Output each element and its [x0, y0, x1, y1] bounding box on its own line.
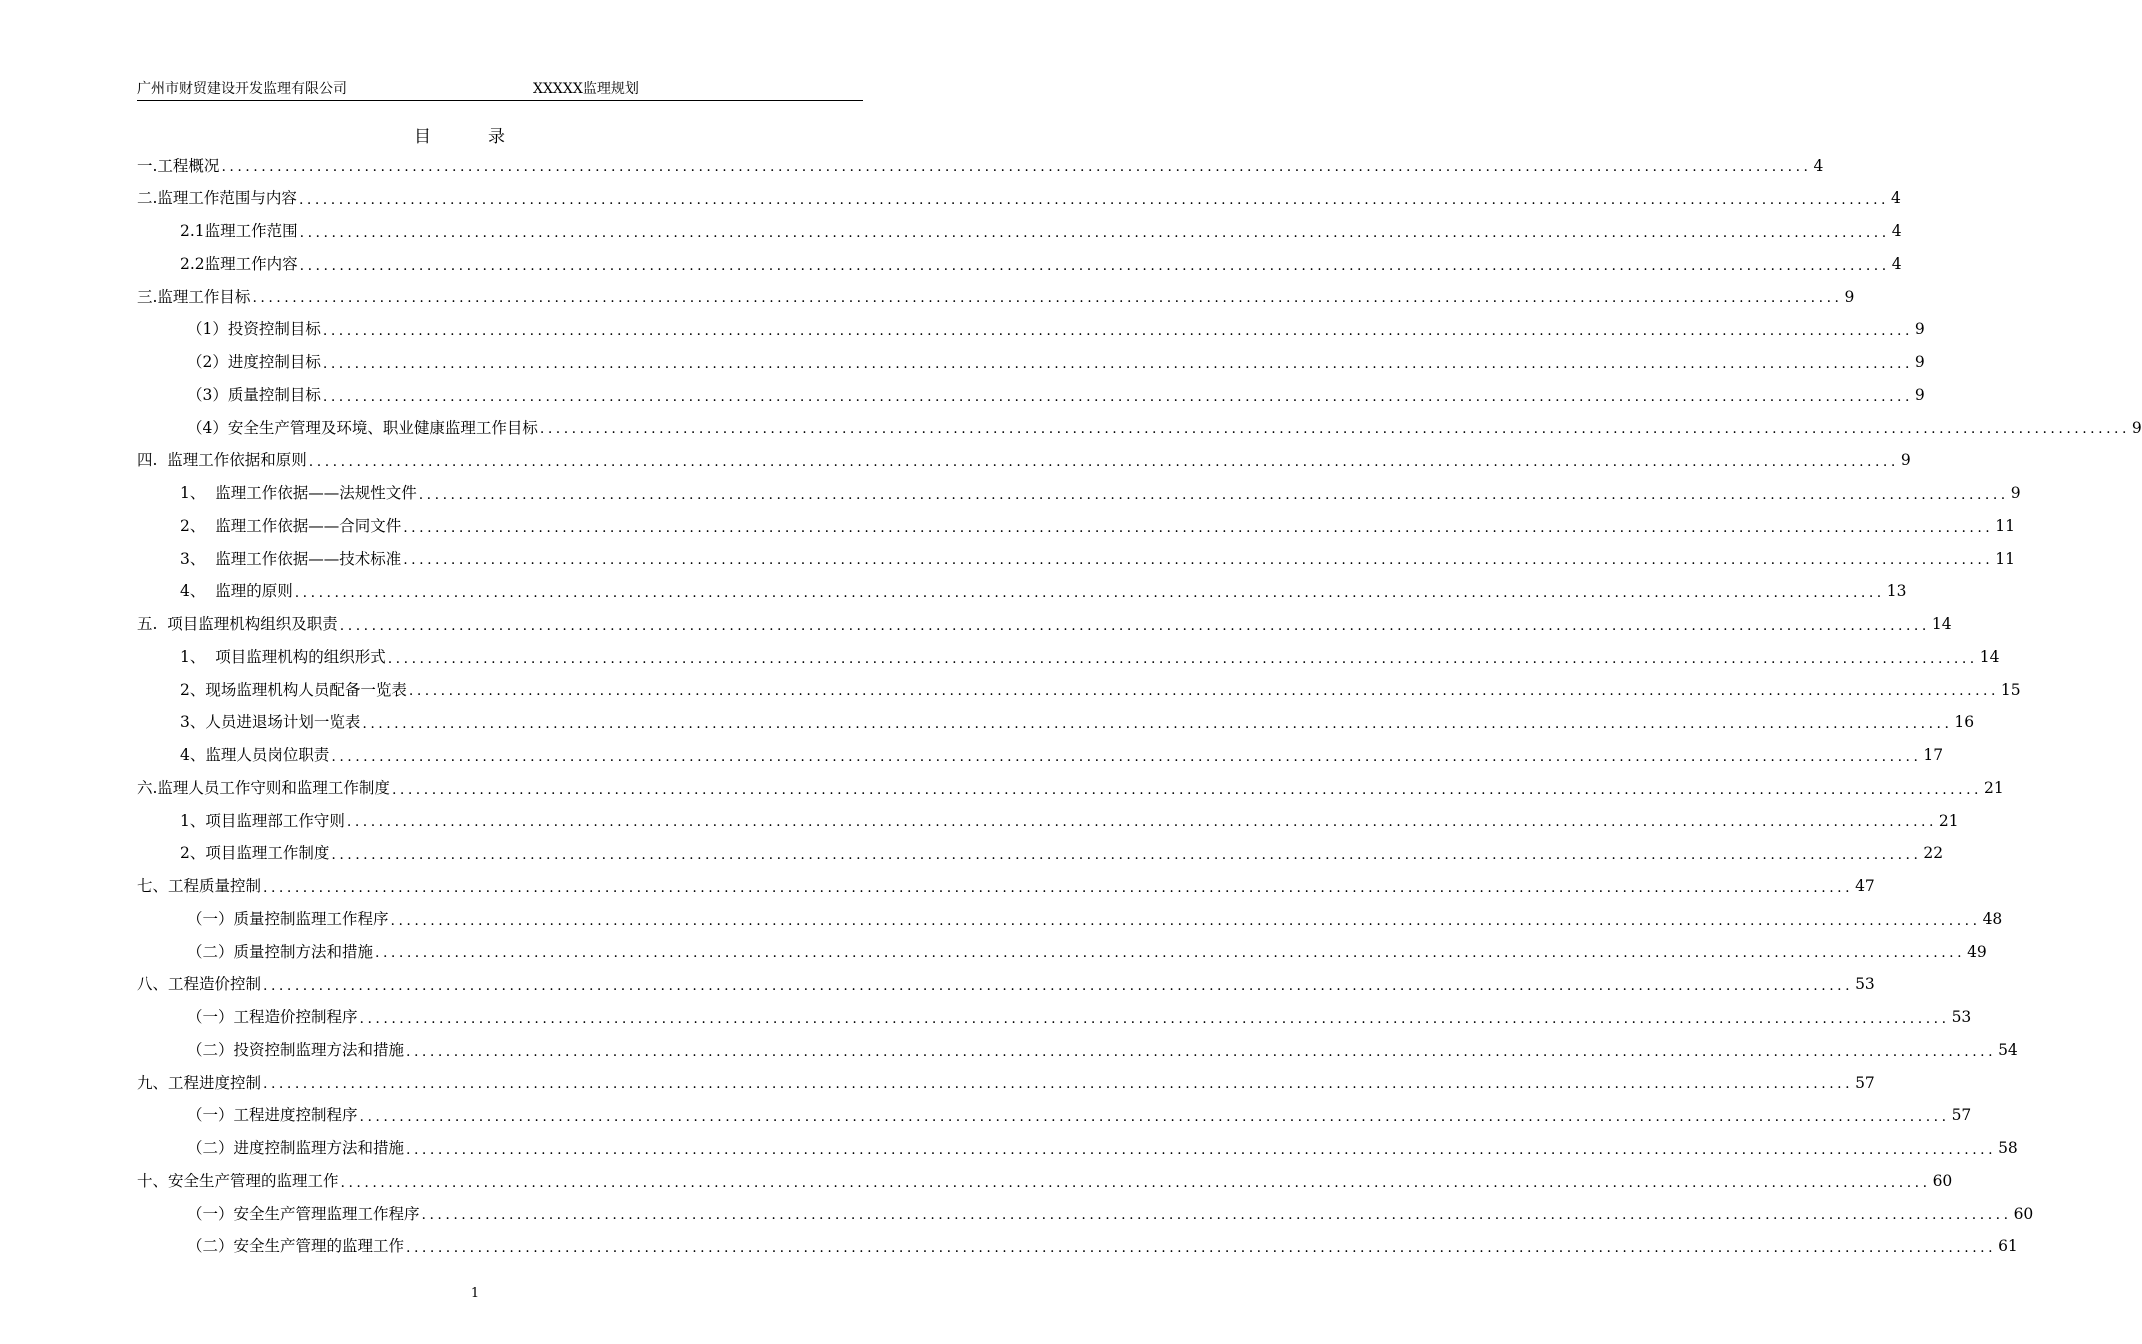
toc-entry[interactable]	[137, 150, 1824, 183]
toc-entry[interactable]	[137, 871, 1875, 904]
toc-entry-page: 48	[1982, 909, 2003, 928]
document-title: XXXXX监理规划	[533, 81, 639, 97]
toc-entry[interactable]	[137, 609, 1952, 642]
toc-entry-page: 21	[1983, 778, 2004, 797]
toc-entry-page: 49	[1967, 942, 1987, 961]
dot-leader: ........................................................................................................................................................................................................	[299, 224, 1890, 241]
toc-entry-label: 2.1监理工作范围	[180, 222, 298, 241]
toc-entry-page: 15	[2000, 680, 2021, 699]
toc-entry[interactable]	[137, 1067, 1875, 1100]
dot-leader: ........................................................................................................................................................................................................	[331, 847, 1922, 864]
dot-leader: ........................................................................................................................................................................................................	[406, 1043, 1997, 1060]
toc-entry-label: 四. 监理工作依据和原则	[137, 451, 307, 470]
toc-entry-label: 六.监理人员工作守则和监理工作制度	[137, 778, 390, 797]
dot-leader: ........................................................................................................................................................................................................	[346, 814, 1937, 831]
toc-entry-label: （4）安全生产管理及环境、职业健康监理工作目标	[187, 418, 538, 437]
toc-entry[interactable]	[137, 1198, 2034, 1231]
toc-entry[interactable]	[137, 772, 2004, 805]
toc-entry-page: 60	[1932, 1171, 1953, 1190]
toc-entry-label: 3、 监理工作依据——技术标准	[180, 549, 402, 568]
toc-entry-label: （二）安全生产管理的监理工作	[187, 1237, 405, 1256]
toc-entry-page: 57	[1855, 1073, 1875, 1092]
toc-entry-page: 53	[1855, 975, 1875, 994]
dot-leader: ........................................................................................................................................................................................................	[339, 617, 1930, 634]
dot-leader: ........................................................................................................................................................................................................	[375, 945, 1966, 962]
toc-entry[interactable]	[137, 183, 1901, 216]
toc-entry-label: （1）投资控制目标	[187, 320, 321, 339]
toc-entry-label: （一）工程进度控制程序	[187, 1106, 358, 1125]
toc-entry-page: 9	[1914, 353, 1925, 372]
dot-leader: ........................................................................................................................................................................................................	[359, 1010, 1950, 1027]
toc-entry-label: （二）进度控制监理方法和措施	[187, 1139, 405, 1158]
dot-leader: ........................................................................................................................................................................................................	[263, 1076, 1854, 1093]
dot-leader: ........................................................................................................................................................................................................	[390, 912, 1981, 929]
toc-entry-page: 4	[1813, 156, 1824, 175]
dot-leader: ........................................................................................................................................................................................................	[322, 388, 1913, 405]
toc-entry[interactable]	[137, 478, 2021, 511]
dot-leader: ........................................................................................................................................................................................................	[406, 1141, 1997, 1158]
toc-entry-label: 八、工程造价控制	[137, 975, 262, 994]
toc-entry[interactable]	[137, 281, 1855, 314]
toc-entry[interactable]	[137, 1165, 1953, 1198]
toc-entry-label: 一.工程概况	[137, 156, 220, 175]
toc-entry[interactable]	[137, 314, 1925, 347]
toc-entry[interactable]	[137, 216, 1902, 249]
toc-entry-page: 9	[1914, 320, 1925, 339]
toc-entry-page: 53	[1951, 1008, 1972, 1027]
toc-entry-label: 2、 监理工作依据——合同文件	[180, 516, 402, 535]
toc-entry-page: 4	[1890, 189, 1901, 208]
dot-leader: ........................................................................................................................................................................................................	[403, 552, 1994, 569]
toc-entry-page: 11	[1995, 516, 2015, 535]
toc-entry-label: （一）质量控制监理工作程序	[187, 909, 389, 928]
dot-leader: ........................................................................................................................................................................................................	[362, 716, 1953, 733]
dot-leader: ........................................................................................................................................................................................................	[391, 781, 1982, 798]
toc-entry[interactable]	[137, 936, 1987, 969]
toc-entry-label: （一）安全生产管理监理工作程序	[187, 1204, 420, 1223]
toc-entry-label: 1、项目监理部工作守则	[180, 811, 345, 830]
toc-entry-label: 4、 监理的原则	[180, 582, 293, 601]
toc-entry-page: 17	[1923, 746, 1944, 765]
toc-entry-page: 16	[1954, 713, 1975, 732]
toc-entry-page: 57	[1951, 1106, 1972, 1125]
toc-entry-page: 11	[1995, 549, 2015, 568]
toc-entry-label: （2）进度控制目标	[187, 353, 321, 372]
toc-entry[interactable]	[137, 248, 1902, 281]
toc-entry-label: （一）工程造价控制程序	[187, 1008, 358, 1027]
toc-entry-page: 58	[1998, 1139, 2018, 1158]
dot-leader: ........................................................................................................................................................................................................	[322, 323, 1913, 340]
dot-leader: ........................................................................................................................................................................................................	[408, 683, 1999, 700]
toc-entry[interactable]	[137, 576, 1907, 609]
toc-entry-label: 十、安全生产管理的监理工作	[137, 1171, 339, 1190]
toc-heading-char-1: 目	[414, 127, 431, 147]
page-number: 1	[470, 1286, 480, 1301]
toc-entry-label: 七、工程质量控制	[137, 877, 262, 896]
dot-leader: ........................................................................................................................................................................................................	[331, 748, 1922, 765]
toc-entry[interactable]	[137, 1002, 1972, 1035]
toc-entry-label: 二.监理工作范围与内容	[137, 189, 297, 208]
dot-leader: ........................................................................................................................................................................................................	[252, 290, 1843, 307]
company-name: 广州市财贸建设开发监理有限公司	[137, 81, 347, 97]
dot-leader: ........................................................................................................................................................................................................	[263, 879, 1854, 896]
table-of-contents	[137, 150, 2142, 1264]
toc-entry-page: 14	[1979, 647, 2000, 666]
toc-entry[interactable]	[137, 641, 2000, 674]
toc-entry-page: 54	[1998, 1040, 2018, 1059]
dot-leader: ........................................................................................................................................................................................................	[387, 650, 1978, 667]
toc-entry-label: 4、监理人员岗位职责	[180, 746, 330, 765]
dot-leader: ........................................................................................................................................................................................................	[418, 486, 2009, 503]
toc-entry-page: 4	[1891, 254, 1902, 273]
toc-entry[interactable]	[137, 838, 1944, 871]
dot-leader: ........................................................................................................................................................................................................	[294, 585, 1885, 602]
toc-entry-label: 三.监理工作目标	[137, 287, 251, 306]
toc-entry[interactable]	[137, 543, 2015, 576]
toc-entry-label: 1、 监理工作依据——法规性文件	[180, 484, 417, 503]
toc-entry-page: 9	[2010, 484, 2021, 503]
toc-entry-page: 13	[1886, 582, 1907, 601]
dot-leader: ........................................................................................................................................................................................................	[322, 355, 1913, 372]
toc-entry-page: 9	[2131, 418, 2142, 437]
dot-leader: ........................................................................................................................................................................................................	[406, 1240, 1997, 1257]
dot-leader: ........................................................................................................................................................................................................	[299, 257, 1890, 274]
toc-entry-label: 3、人员进退场计划一览表	[180, 713, 361, 732]
toc-entry-label: 2.2监理工作内容	[180, 254, 298, 273]
toc-entry[interactable]	[137, 1133, 2018, 1166]
toc-entry-label: （二）质量控制方法和措施	[187, 942, 374, 961]
toc-entry[interactable]	[137, 347, 1925, 380]
toc-entry-page: 9	[1844, 287, 1855, 306]
toc-entry[interactable]	[137, 805, 1959, 838]
dot-leader: ........................................................................................................................................................................................................	[340, 1174, 1931, 1191]
dot-leader: ........................................................................................................................................................................................................	[403, 519, 1994, 536]
dot-leader: ........................................................................................................................................................................................................	[308, 454, 1899, 471]
toc-entry-page: 61	[1998, 1237, 2018, 1256]
toc-entry[interactable]	[137, 740, 1944, 773]
toc-entry[interactable]	[137, 969, 1875, 1002]
toc-entry-label: 五. 项目监理机构组织及职责	[137, 615, 338, 634]
toc-entry-label: 1、 项目监理机构的组织形式	[180, 647, 386, 666]
toc-entry[interactable]	[137, 445, 1911, 478]
toc-entry-label: （3）质量控制目标	[187, 385, 321, 404]
toc-entry-page: 47	[1855, 877, 1875, 896]
toc-entry-label: 九、工程进度控制	[137, 1073, 262, 1092]
toc-entry-page: 22	[1923, 844, 1944, 863]
toc-entry[interactable]	[137, 1034, 2018, 1067]
toc-entry-page: 21	[1938, 811, 1959, 830]
toc-entry-page: 14	[1931, 615, 1952, 634]
page-header	[137, 78, 863, 101]
dot-leader: ........................................................................................................................................................................................................	[221, 159, 1812, 176]
toc-entry[interactable]	[137, 903, 2003, 936]
dot-leader: ........................................................................................................................................................................................................	[539, 421, 2130, 438]
toc-entry-label: 2、项目监理工作制度	[180, 844, 330, 863]
toc-entry[interactable]	[137, 674, 2021, 707]
dot-leader: ........................................................................................................................................................................................................	[359, 1109, 1950, 1126]
toc-entry[interactable]	[137, 412, 2142, 445]
toc-entry[interactable]	[137, 379, 1925, 412]
toc-entry-page: 9	[1900, 451, 1911, 470]
toc-entry-page: 60	[2013, 1204, 2034, 1223]
dot-leader: ........................................................................................................................................................................................................	[421, 1207, 2012, 1224]
dot-leader: ........................................................................................................................................................................................................	[298, 192, 1889, 209]
toc-entry[interactable]	[137, 707, 1975, 740]
toc-heading-char-2: 录	[488, 127, 505, 147]
toc-entry[interactable]	[137, 1231, 2018, 1264]
toc-entry-label: （二）投资控制监理方法和措施	[187, 1040, 405, 1059]
toc-entry-page: 9	[1914, 385, 1925, 404]
toc-entry-page: 4	[1891, 222, 1902, 241]
toc-entry[interactable]	[137, 510, 2015, 543]
toc-entry[interactable]	[137, 1100, 1972, 1133]
dot-leader: ........................................................................................................................................................................................................	[263, 978, 1854, 995]
toc-entry-label: 2、现场监理机构人员配备一览表	[180, 680, 407, 699]
